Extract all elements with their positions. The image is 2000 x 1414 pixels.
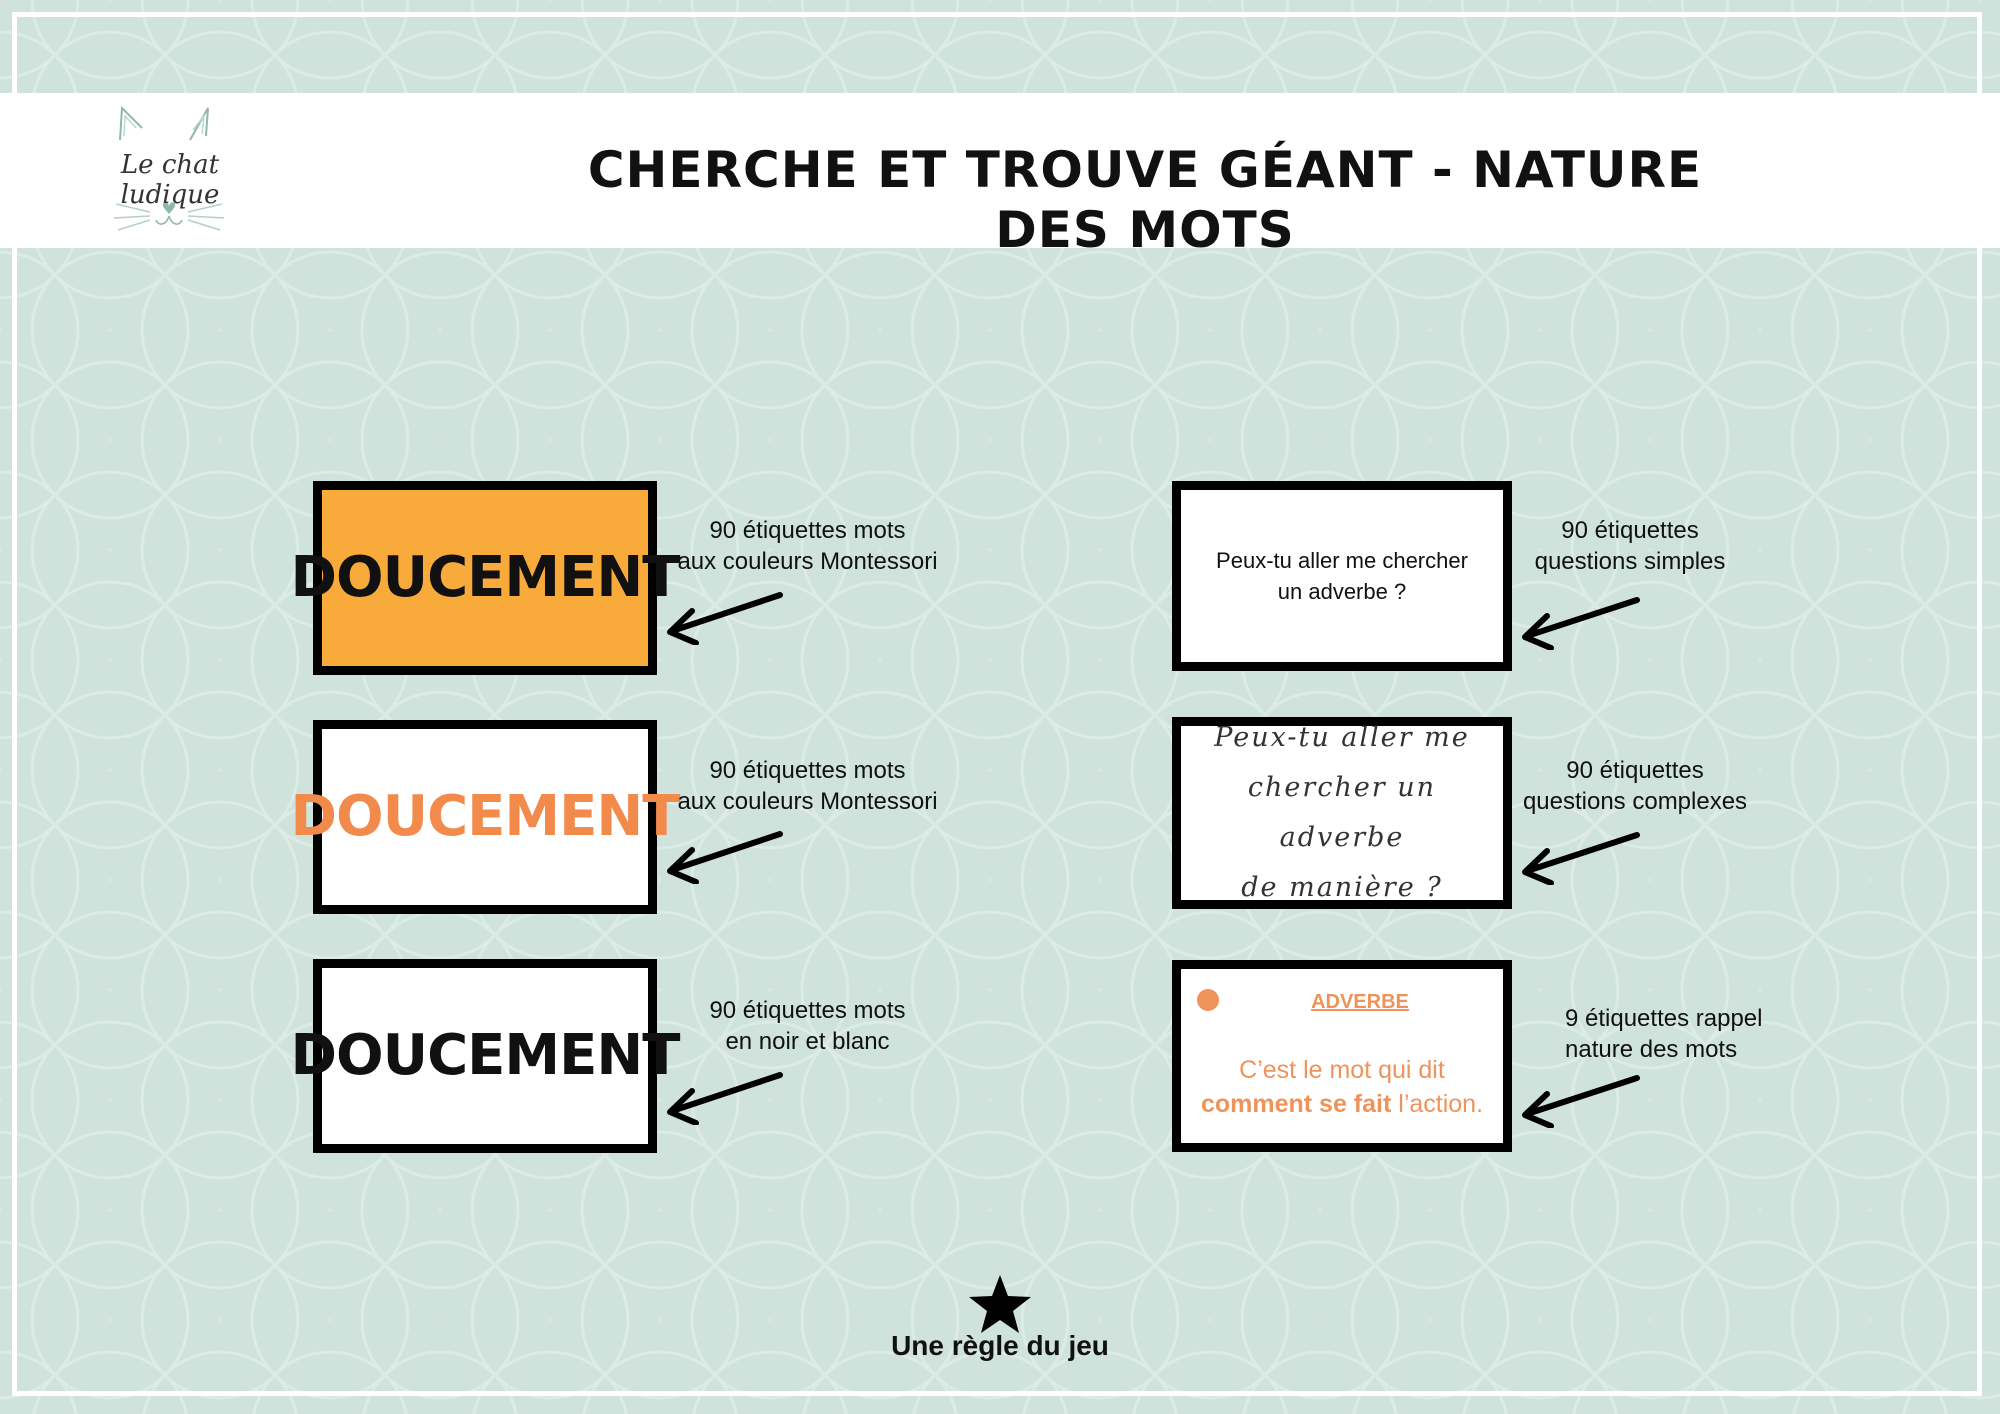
caption-line: 90 étiquettes <box>1566 757 1704 784</box>
caption-reminder <box>1515 1003 1785 1065</box>
caption-line: questions simples <box>1534 548 1726 575</box>
word-card-montessori-outline <box>290 720 680 914</box>
reminder-line: C’est le mot qui dit <box>1239 1056 1445 1084</box>
caption-line: 9 étiquettes rappel <box>1565 1005 1763 1032</box>
caption-questions-complex <box>1515 755 1755 817</box>
caption-line: 90 étiquettes mots <box>709 997 906 1024</box>
caption-word-bw <box>660 995 955 1057</box>
question-line: Peux-tu aller me <box>1214 722 1470 753</box>
question-line: Peux-tu aller me chercher <box>1216 548 1468 573</box>
reminder-card-adverbe <box>1172 960 1512 1152</box>
caption-line: nature des mots <box>1565 1036 1738 1063</box>
caption-line: en noir et blanc <box>725 1028 890 1055</box>
page-title: CHERCHE ET TROUVE GÉANT - NATURE DES MOTS <box>587 141 1703 259</box>
reminder-title: ADVERBE <box>1311 991 1409 1013</box>
caption-questions-simple <box>1515 515 1745 577</box>
reminder-bold: comment se fait <box>1200 1090 1392 1118</box>
reminder-line <box>1181 1087 1503 1121</box>
question-text <box>1216 545 1468 607</box>
caption-line: 90 étiquettes mots <box>709 757 906 784</box>
caption-line: 90 étiquettes <box>1561 517 1699 544</box>
footer-rule: Une règle du jeu <box>891 1330 1109 1361</box>
question-line: de manière ? <box>1241 872 1443 903</box>
card-word: DOUCEMENT <box>290 545 680 610</box>
caption-line: aux couleurs Montessori <box>677 788 938 815</box>
caption-line: questions complexes <box>1522 788 1748 815</box>
logo-text: Le chat ludique <box>120 150 220 210</box>
word-card-montessori-color <box>290 481 680 675</box>
card-word: DOUCEMENT <box>290 1023 680 1088</box>
caption-word-montessori-2 <box>660 755 955 817</box>
star-icon <box>968 1273 1032 1335</box>
arrow-icon <box>660 1065 790 1125</box>
caption-line: 90 étiquettes mots <box>709 517 906 544</box>
arrow-icon <box>1515 825 1645 885</box>
arrow-icon <box>1515 1068 1645 1128</box>
word-card-black-white <box>290 959 680 1153</box>
reminder-rest: l’action. <box>1391 1090 1484 1118</box>
caption-word-montessori-1 <box>660 515 955 577</box>
question-line: un adverbe ? <box>1277 579 1407 604</box>
arrow-icon <box>660 824 790 884</box>
arrow-icon <box>660 585 790 645</box>
logo <box>80 100 260 240</box>
question-card-simple <box>1172 481 1512 671</box>
reminder-body <box>1181 1053 1503 1121</box>
question-card-complex <box>1172 717 1512 909</box>
question-text <box>1181 713 1503 913</box>
arrow-icon <box>1515 590 1645 650</box>
card-word: DOUCEMENT <box>290 784 680 849</box>
caption-line: aux couleurs Montessori <box>677 548 938 575</box>
question-line: chercher un adverbe <box>1247 772 1437 853</box>
